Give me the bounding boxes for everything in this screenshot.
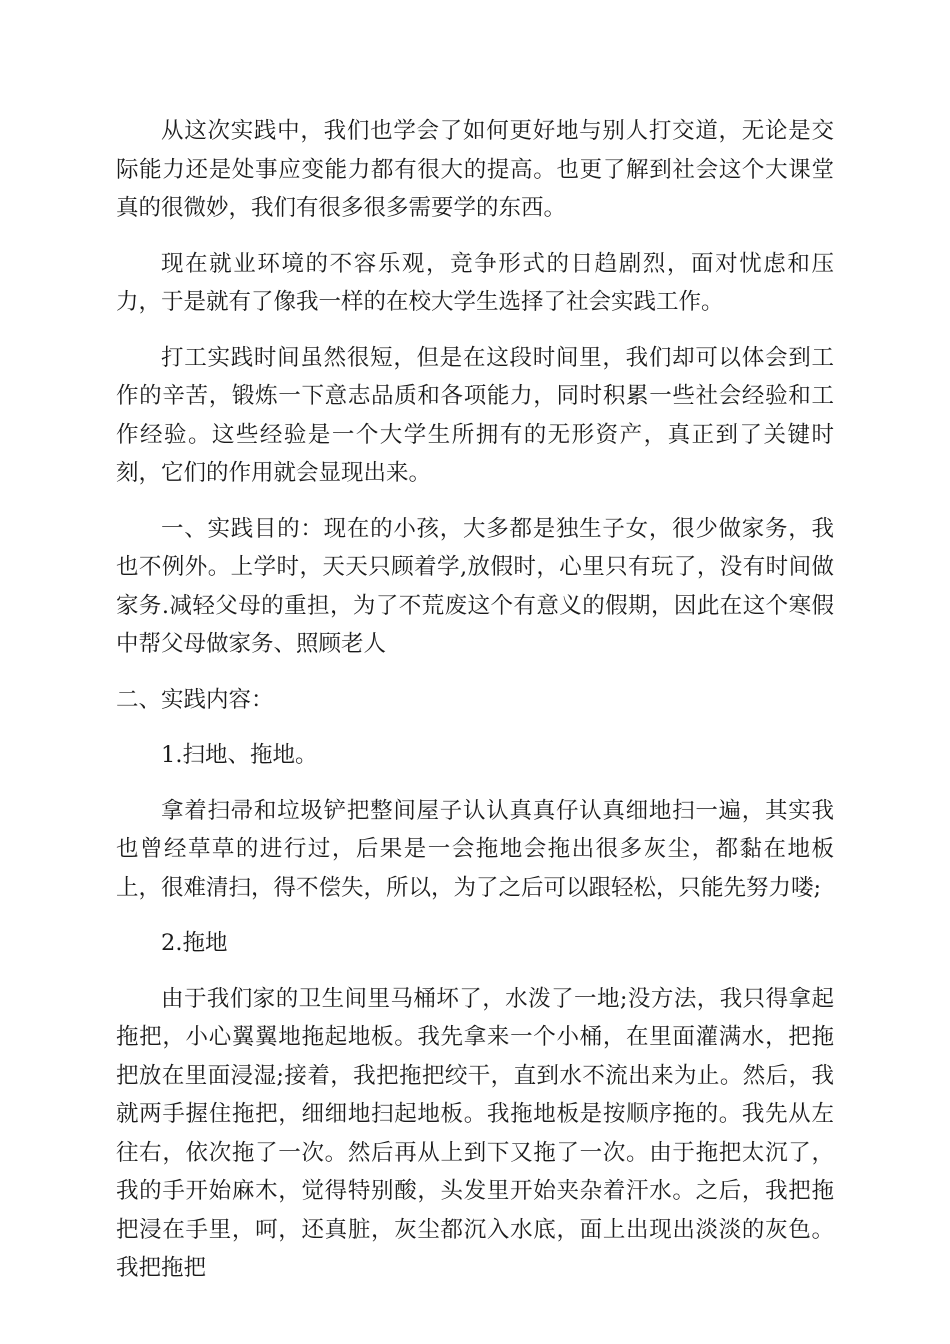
paragraph-practice-purpose: 一、实践目的：现在的小孩，大多都是独生子女，很少做家务，我也不例外。上学时，天天只顾着学,放假时，心里只有玩了，没有时间做家务.减轻父母的重担，为了不荒废这个有意义的假期，因此在这个寒假中帮父母做家务、照顾老人: [116, 515, 834, 657]
document-body: [116, 112, 834, 1305]
paragraph-work-experience: 打工实践时间虽然很短，但是在这段时间里，我们却可以体会到工作的辛苦，锻炼一下意志品质和各项能力，同时积累一些社会经验和工作经验。这些经验是一个大学生所拥有的无形资产，真正到了关键时刻，它们的作用就会显现出来。: [116, 344, 834, 486]
section-heading-practice-content: 二、实践内容：: [116, 686, 274, 713]
paragraph-employment-environment: 现在就业环境的不容乐观，竞争形式的日趋剧烈，面对忧虑和压力，于是就有了像我一样的在校大学生选择了社会实践工作。: [116, 250, 834, 315]
subheading-mopping: 2.拖地: [161, 930, 228, 956]
paragraph-practice-gains: 从这次实践中，我们也学会了如何更好地与别人打交道，无论是交际能力还是处事应变能力都有很大的提高。也更了解到社会这个大课堂真的很微妙，我们有很多很多需要学的东西。: [116, 118, 834, 221]
paragraph-mopping: 由于我们家的卫生间里马桶坏了，水泼了一地;没方法，我只得拿起拖把，小心翼翼地拖起地板。我先拿来一个小桶，在里面灌满水，把拖把放在里面浸湿;接着，我把拖把绞干，直到水不流出来为止。然后，我就两手握住拖把，细细地扫起地板。我拖地板是按顺序拖的。我先从左往右，依次拖了一次。然后再从上到下又拖了一次。由于拖把太沉了，我的手开始麻木，觉得特别酸，头发里开始夹杂着汗水。之后，我把拖把浸在手里，呵，还真脏，灰尘都沉入水底，面上出现出淡淡的灰色。我把拖把: [116, 985, 834, 1281]
subheading-sweeping: 1.扫地、拖地。: [161, 742, 318, 768]
paragraph-sweeping: 拿着扫帚和垃圾铲把整间屋子认认真真仔认真细地扫一遍，其实我也曾经草草的进行过，后果是一会拖地会拖出很多灰尘，都黏在地板上，很难清扫，得不偿失，所以，为了之后可以跟轻松，只能先努力喽;: [116, 797, 834, 901]
